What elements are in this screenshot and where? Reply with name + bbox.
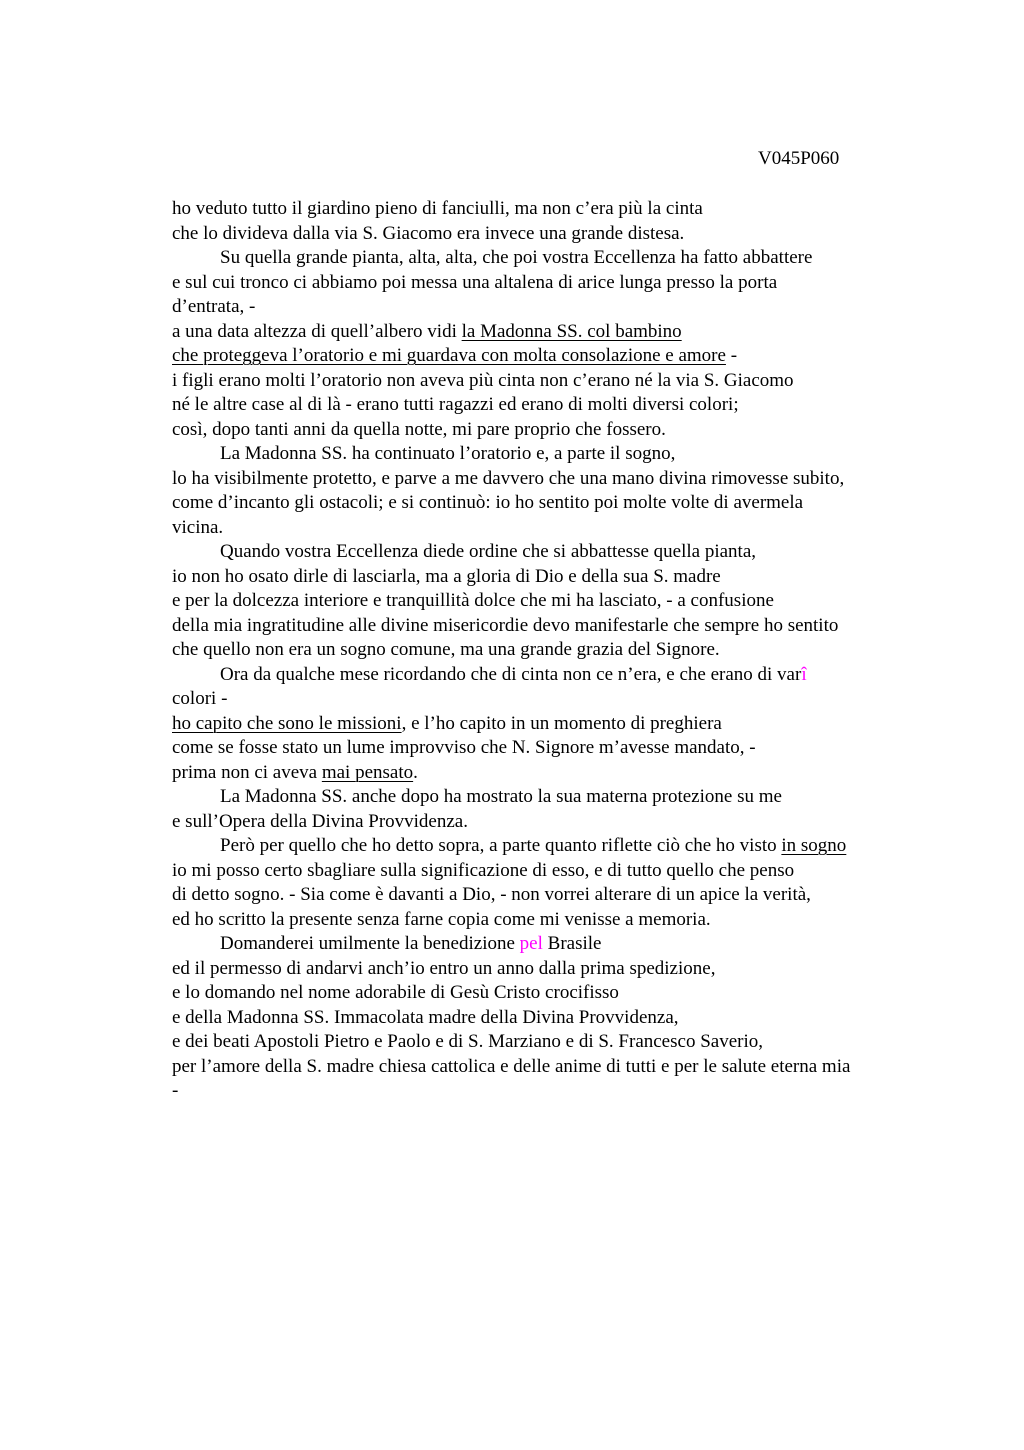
text-segment: come d’incanto gli ostacoli; e si continuò: io ho sentito poi molte volte di avermela (172, 492, 804, 513)
page-identifier: V045P060 (758, 148, 840, 169)
text-line (172, 663, 972, 688)
text-segment: Brasile (542, 933, 602, 954)
text-line (172, 957, 972, 982)
text-line (172, 1030, 972, 1055)
text-line (172, 859, 972, 884)
text-line (172, 761, 972, 786)
text-segment: a una data altezza di quell’albero vidi (172, 320, 462, 342)
text-segment: che quello non era un sogno comune, ma una grande grazia del Signore. (172, 639, 720, 660)
text-segment: e della Madonna SS. Immacolata madre della Divina Provvidenza, (172, 1006, 679, 1028)
text-line (172, 1055, 972, 1080)
text-line (172, 467, 972, 492)
text-segment: Quando vostra Eccellenza diede ordine che si abbattesse quella pianta, (220, 541, 756, 562)
text-segment: vicina. (172, 516, 224, 538)
text-segment: così, dopo tanti anni da quella notte, mi pare proprio che fossero. (172, 418, 666, 440)
text-line (172, 614, 972, 639)
document-body (172, 197, 972, 1104)
text-segment: io mi posso certo sbagliare sulla significazione di esso, e di tutto quello che penso (172, 859, 795, 881)
text-line (172, 883, 972, 908)
text-line (172, 1079, 972, 1104)
underlined-text: in sogno (781, 835, 847, 856)
text-segment: Però per quello che ho detto sopra, a parte quanto riflette ciò che ho visto (220, 835, 782, 856)
text-segment: d’entrata, - (172, 296, 256, 317)
text-segment: e per la dolcezza interiore e tranquillità dolce che mi ha lasciato, - a confusione (172, 590, 774, 611)
text-line (172, 834, 972, 859)
text-segment: . (413, 761, 418, 783)
text-segment: - (172, 1080, 179, 1101)
text-segment: ed ho scritto la presente senza farne copia come mi venisse a memoria. (172, 908, 711, 930)
text-line (172, 540, 972, 565)
text-line (172, 369, 972, 394)
text-segment: - (725, 345, 738, 366)
text-segment: e dei beati Apostoli Pietro e Paolo e di S. Marziano e di S. Francesco Saverio, (172, 1031, 763, 1052)
text-line (172, 908, 972, 933)
text-segment: Ora da qualche mese ricordando che di cinta non ce n’era, e che erano di var (220, 663, 802, 685)
text-line (172, 320, 972, 345)
text-segment: colori - (172, 688, 228, 709)
text-segment: io non ho osato dirle di lasciarla, ma a gloria di Dio e della sua S. madre (172, 565, 721, 587)
text-segment: Domanderei umilmente la benedizione (220, 933, 520, 954)
text-segment: ed il permesso di andarvi anch’io entro un anno dalla prima spedizione, (172, 957, 716, 979)
text-segment: i figli erano molti l’oratorio non aveva più cinta non c’erano né la via S. Giacomo (172, 369, 794, 391)
text-segment: La Madonna SS. anche dopo ha mostrato la sua materna protezione su me (220, 786, 782, 807)
text-line (172, 271, 972, 296)
text-line (172, 442, 972, 467)
text-line (172, 393, 972, 418)
text-line (172, 589, 972, 614)
text-line (172, 295, 972, 320)
text-line (172, 932, 972, 957)
underlined-text: che proteggeva l’oratorio e mi guardava con molta consolazione e amore (172, 345, 726, 366)
text-segment: per l’amore della S. madre chiesa cattolica e delle anime di tutti e per le salute eterna mia (172, 1055, 851, 1077)
text-segment: della mia ingratitudine alle divine misericordie devo manifestarle che sempre ho sentito (172, 614, 839, 636)
text-segment: ho veduto tutto il giardino pieno di fanciulli, ma non c’era più la cinta (172, 198, 703, 219)
underlined-text: la Madonna SS. col bambino (461, 320, 682, 342)
text-line (172, 1006, 972, 1031)
text-line (172, 222, 972, 247)
text-line (172, 246, 972, 271)
text-segment: lo ha visibilmente protetto, e parve a me davvero che una mano divina rimovesse subito, (172, 467, 845, 489)
text-segment: che lo divideva dalla via S. Giacomo era invece una grande distesa. (172, 222, 685, 244)
text-segment: , e l’ho capito in un momento di preghiera (401, 712, 722, 734)
highlighted-text: î (801, 663, 807, 685)
text-line (172, 491, 972, 516)
text-line (172, 687, 972, 712)
text-line (172, 197, 972, 222)
text-line (172, 418, 972, 443)
text-segment: né le altre case al di là - erano tutti ragazzi ed erano di molti diversi colori; (172, 394, 739, 415)
text-line (172, 785, 972, 810)
text-line (172, 344, 972, 369)
text-segment: e sull’Opera della Divina Provvidenza. (172, 810, 468, 832)
text-segment: di detto sogno. - Sia come è davanti a Dio, - non vorrei alterare di un apice la verità, (172, 884, 811, 905)
text-segment: La Madonna SS. ha continuato l’oratorio e, a parte il sogno, (220, 443, 676, 464)
text-line (172, 736, 972, 761)
text-line (172, 981, 972, 1006)
text-segment: e sul cui tronco ci abbiamo poi messa una altalena di arice lunga presso la porta (172, 271, 778, 293)
text-line (172, 516, 972, 541)
text-line (172, 712, 972, 737)
text-segment: prima non ci aveva (172, 761, 322, 783)
text-segment: Su quella grande pianta, alta, alta, che poi vostra Eccellenza ha fatto abbattere (220, 247, 813, 268)
text-line (172, 565, 972, 590)
underlined-text: ho capito che sono le missioni (172, 712, 402, 734)
text-line (172, 810, 972, 835)
text-segment: come se fosse stato un lume improvviso che N. Signore m’avesse mandato, - (172, 737, 756, 758)
text-line (172, 638, 972, 663)
text-segment: e lo domando nel nome adorabile di Gesù Cristo crocifisso (172, 982, 619, 1003)
underlined-text: mai pensato (321, 761, 414, 783)
highlighted-text: pel (519, 933, 543, 954)
